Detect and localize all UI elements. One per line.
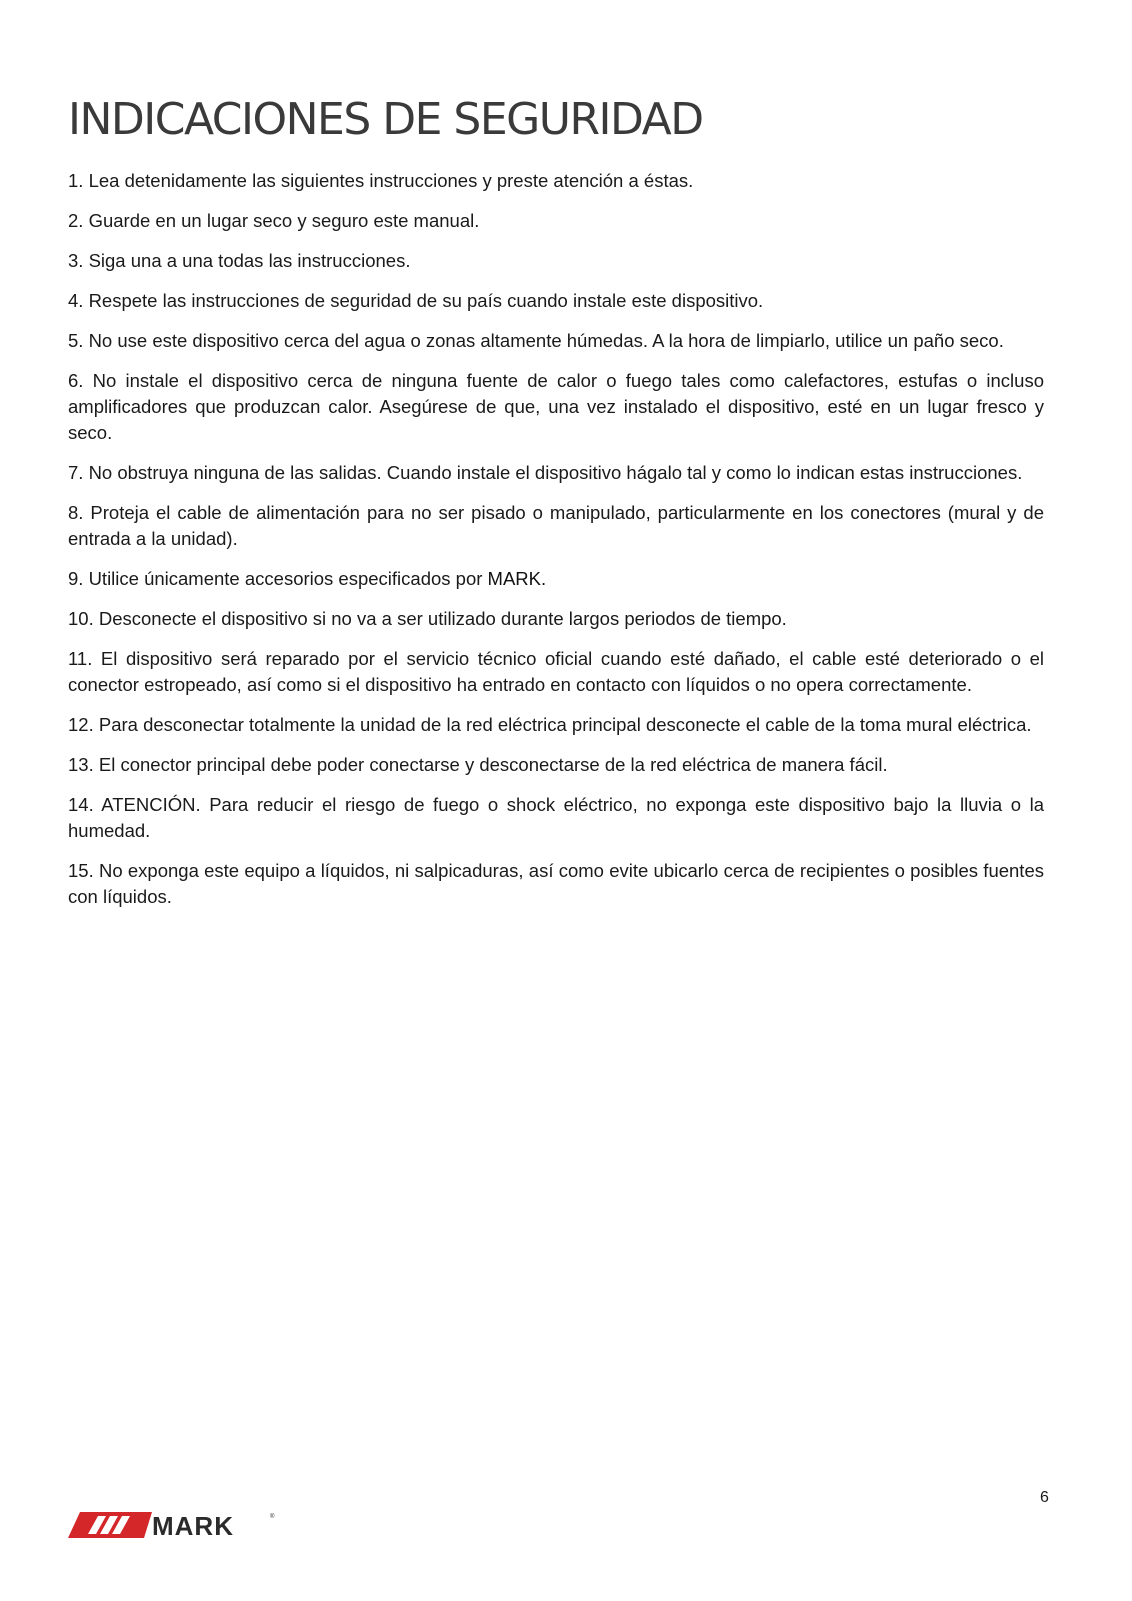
instruction-item: [68, 168, 1044, 194]
instruction-text: 7. No obstruya ninguna de las salidas. Cuando instale el dispositivo hágalo tal y como lo indican estas instrucciones.: [68, 462, 1023, 483]
instruction-text: 1. Lea detenidamente las siguientes instrucciones y preste atención a éstas.: [68, 170, 694, 191]
instruction-text: 15. No exponga este equipo a líquidos, ni salpicaduras, así como evite ubicarlo cerca de recipientes o posibles fuentes con líquidos.: [68, 860, 1044, 907]
instruction-item: [68, 248, 1044, 274]
instruction-text: 8. Proteja el cable de alimentación para no ser pisado o manipulado, particularmente en los conectores (mural y de entrada a la unidad).: [68, 502, 1044, 549]
instruction-text: 10. Desconecte el dispositivo si no va a ser utilizado durante largos periodos de tiempo.: [68, 608, 787, 629]
logo-wordmark: MARK: [152, 1511, 234, 1540]
instruction-item: [68, 606, 1044, 632]
instruction-item: [68, 208, 1044, 234]
mark-logo: [68, 1510, 280, 1540]
instruction-text: 9. Utilice únicamente accesorios especificados por: [68, 568, 488, 589]
instruction-text: 14. ATENCIÓN. Para reducir el riesgo de fuego o shock eléctrico, no exponga este dispositivo bajo la lluvia o la humedad.: [68, 794, 1044, 841]
instruction-item: [68, 566, 1044, 592]
page-number: 6: [1040, 1489, 1049, 1506]
page-title: INDICACIONES DE SEGURIDAD: [68, 94, 703, 145]
instruction-text: 5. No use este dispositivo cerca del agua o zonas altamente húmedas. A la hora de limpiarlo, utilice un paño seco.: [68, 330, 1004, 351]
instruction-text: 11. El dispositivo será reparado por el servicio técnico oficial cuando esté dañado, el cable esté deteriorado o el conector estropeado, así como si el dispositivo ha entrado en contacto con líquidos o no opera correctamente.: [68, 648, 1044, 695]
instruction-text: 13. El conector principal debe poder conectarse y desconectarse de la red eléctrica de manera fácil.: [68, 754, 888, 775]
instruction-item: [68, 328, 1044, 354]
instruction-item: [68, 646, 1044, 698]
instruction-item: [68, 858, 1044, 910]
instruction-item: [68, 500, 1044, 552]
instruction-item: [68, 712, 1044, 738]
instruction-item: [68, 460, 1044, 486]
safety-instructions-list: [68, 168, 1044, 924]
instruction-text: 3. Siga una a una todas las instrucciones.: [68, 250, 411, 271]
instruction-text: 6. No instale el dispositivo cerca de ninguna fuente de calor o fuego tales como calefactores, estufas o incluso amplificadores que produzcan calor. Asegúrese de que, una vez instalado el dispositivo, esté en un lugar fresco y seco.: [68, 370, 1044, 443]
instruction-item: [68, 752, 1044, 778]
instruction-text: 2. Guarde en un lugar seco y seguro este manual.: [68, 210, 480, 231]
brand-name: MARK.: [487, 568, 547, 589]
instruction-text: 4. Respete las instrucciones de seguridad de su país cuando instale este dispositivo.: [68, 290, 764, 311]
instruction-item: [68, 368, 1044, 446]
svg-text:®: ®: [270, 1514, 275, 1520]
instruction-item: [68, 792, 1044, 844]
instruction-item: [68, 288, 1044, 314]
instruction-text: 12. Para desconectar totalmente la unidad de la red eléctrica principal desconecte el cable de la toma mural eléctrica.: [68, 714, 1032, 735]
